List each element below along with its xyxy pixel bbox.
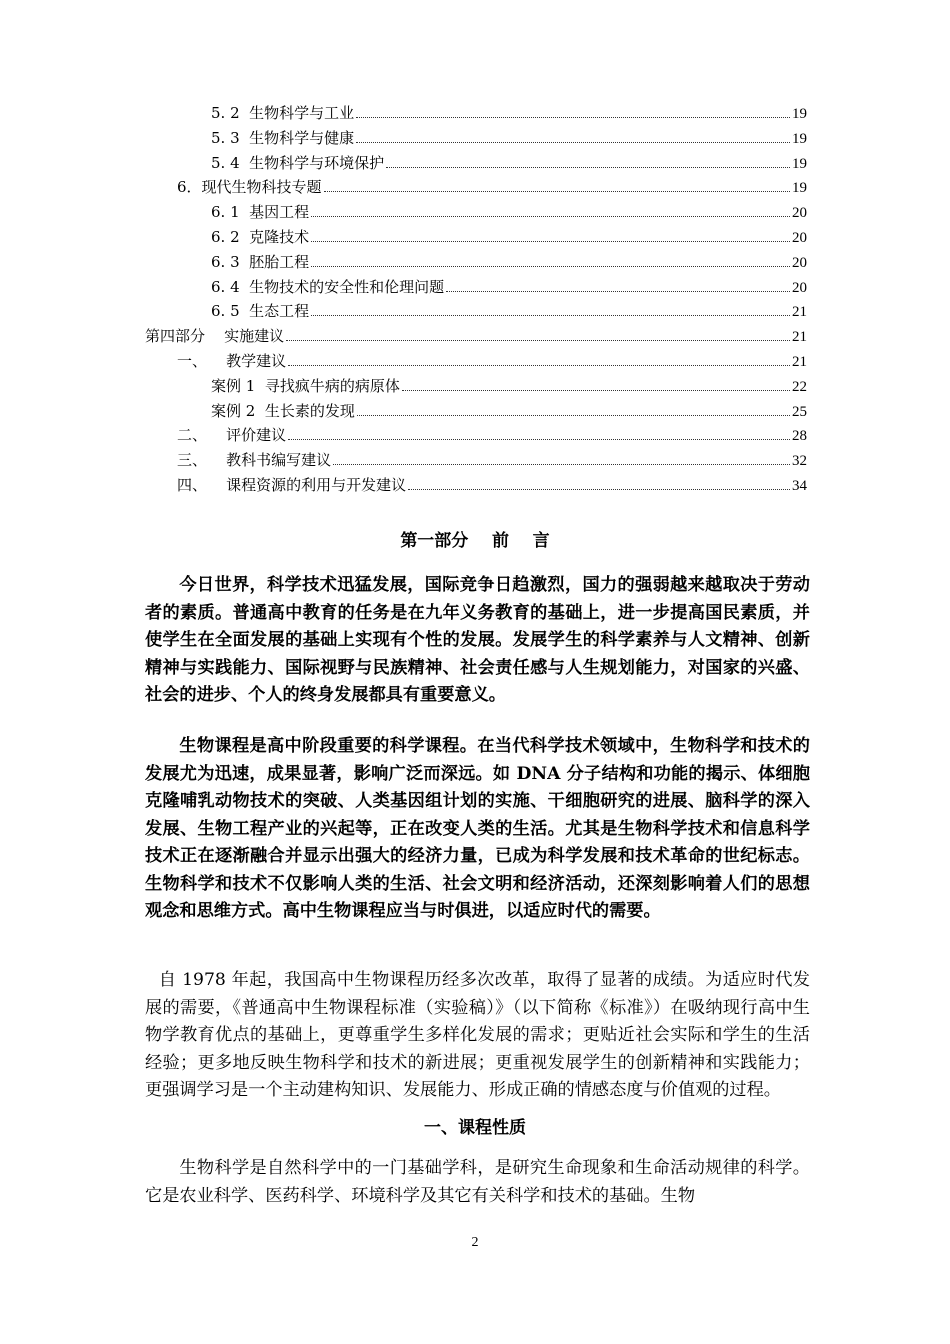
toc-leader — [286, 340, 790, 341]
toc-label: 二、 评价建议 — [177, 426, 287, 444]
toc-page: 20 — [792, 255, 807, 271]
toc-leader — [333, 464, 790, 465]
toc-label: 6. 2 克隆技术 — [211, 228, 310, 246]
toc-page: 21 — [792, 304, 807, 320]
toc-leader — [311, 216, 790, 217]
section-heading-course-nature: 一、课程性质 — [424, 1118, 526, 1138]
toc-label: 四、 课程资源的利用与开发建议 — [177, 476, 407, 494]
toc-page: 21 — [792, 354, 807, 370]
toc-page: 28 — [792, 428, 807, 444]
toc-label: 6．现代生物科技专题 — [177, 178, 322, 196]
toc-label: 一、 教学建议 — [177, 352, 287, 370]
toc-entry[interactable] — [211, 400, 807, 422]
toc-page: 21 — [792, 329, 807, 345]
toc-entry[interactable] — [177, 474, 807, 496]
toc-entry[interactable] — [211, 102, 807, 124]
toc-page: 20 — [792, 280, 807, 296]
toc-leader — [446, 291, 790, 292]
toc-label: 5. 2 生物科学与工业 — [211, 104, 355, 122]
toc-entry[interactable] — [145, 325, 807, 347]
toc-label: 6. 4 生物技术的安全性和伦理问题 — [211, 278, 445, 296]
toc-leader — [402, 390, 790, 391]
toc-entry[interactable] — [177, 424, 807, 446]
toc-label: 5. 3 生物科学与健康 — [211, 129, 355, 147]
toc-label: 6. 1 基因工程 — [211, 203, 310, 221]
toc-page: 22 — [792, 379, 807, 395]
toc-page: 25 — [792, 404, 807, 420]
toc-page: 20 — [792, 230, 807, 246]
toc-label: 案例 1 寻找疯牛病的病原体 — [211, 377, 400, 395]
toc-label: 5. 4 生物科学与环境保护 — [211, 154, 385, 172]
toc-entry[interactable] — [211, 201, 807, 223]
toc-entry[interactable] — [177, 176, 807, 198]
toc-entry[interactable] — [211, 226, 807, 248]
toc-leader — [386, 167, 790, 168]
toc-label: 6. 3 胚胎工程 — [211, 253, 310, 271]
toc-page: 20 — [792, 205, 807, 221]
toc-leader — [357, 415, 790, 416]
toc-leader — [288, 365, 790, 366]
toc-entry[interactable] — [211, 127, 807, 149]
toc-label: 6. 5 生态工程 — [211, 302, 310, 320]
toc-leader — [356, 142, 790, 143]
toc-page: 19 — [792, 156, 807, 172]
toc-page: 32 — [792, 453, 807, 469]
toc-leader — [311, 315, 790, 316]
toc-entry[interactable] — [211, 375, 807, 397]
page-number: 2 — [471, 1235, 479, 1250]
toc-leader — [356, 117, 790, 118]
toc-leader — [324, 191, 790, 192]
toc-page: 19 — [792, 180, 807, 196]
preface-paragraph-1: 今日世界，科学技术迅猛发展，国际竞争日趋激烈，国力的强弱越来越取决于劳动者的素质。普通高中教育的任务是在九年义务教育的基础上，进一步提高国民素质，并使学生在全面发展的基础上实现有个性的发展。发展学生的科学素养与人文精神、创新精神与实践能力、国际视野与民族精神、社会责任感与人生规划能力，对国家的兴盛、社会的进步、个人的终身发展都具有重要意义。 — [145, 575, 810, 705]
toc-entry[interactable] — [211, 251, 807, 273]
toc-label: 三、 教科书编写建议 — [177, 451, 332, 469]
toc-page: 34 — [792, 478, 807, 494]
toc-leader — [311, 266, 790, 267]
preface-paragraph-2: 生物课程是高中阶段重要的科学课程。在当代科学技术领域中，生物科学和技术的发展尤为迅速，成果显著，影响广泛而深远。如 DNA 分子结构和功能的揭示、体细胞克隆哺乳动物技术的突破、人类基因组计划的实施、干细胞研究的进展、脑科学的深入发展、生物工程产业的兴起等，正在改变人类的生活。尤其是生物科学技术和信息科学技术正在逐渐融合并显示出强大的经济力量，已成为科学发展和技术革命的世纪标志。生物科学和技术不仅影响人类的生活、社会文明和经济活动，还深刻影响着人们的思想观念和思维方式。高中生物课程应当与时俱进，以适应时代的需要。 — [145, 736, 810, 921]
part-one-heading: 第一部分 前 言 — [400, 531, 550, 551]
preface-paragraph-3: 自 1978 年起，我国高中生物课程历经多次改革，取得了显著的成绩。为适应时代发展的需要，《普通高中生物课程标准（实验稿）》（以下简称《标准》）在吸纳现行高中生物学教育优点的基础上，更尊重学生多样化发展的需求；更贴近社会实际和学生的生活经验；更多地反映生物科学和技术的新进展；更重视发展学生的创新精神和实践能力；更强调学习是一个主动建构知识、发展能力、形成正确的情感态度与价值观的过程。 — [145, 970, 810, 1100]
toc-page: 19 — [792, 131, 807, 147]
toc-entry[interactable] — [211, 276, 807, 298]
toc-label: 案例 2 生长素的发现 — [211, 402, 355, 420]
toc-label: 第四部分 实施建议 — [145, 327, 285, 345]
course-nature-paragraph: 生物科学是自然科学中的一门基础学科，是研究生命现象和生命活动规律的科学。它是农业科学、医药科学、环境科学及其它有关科学和技术的基础。生物 — [145, 1158, 810, 1206]
toc-entry[interactable] — [211, 300, 807, 322]
toc-entry[interactable] — [211, 152, 807, 174]
toc-leader — [408, 489, 790, 490]
toc-entry[interactable] — [177, 350, 807, 372]
toc-page: 19 — [792, 106, 807, 122]
toc-entry[interactable] — [177, 449, 807, 471]
toc-leader — [288, 439, 790, 440]
toc-leader — [311, 241, 790, 242]
